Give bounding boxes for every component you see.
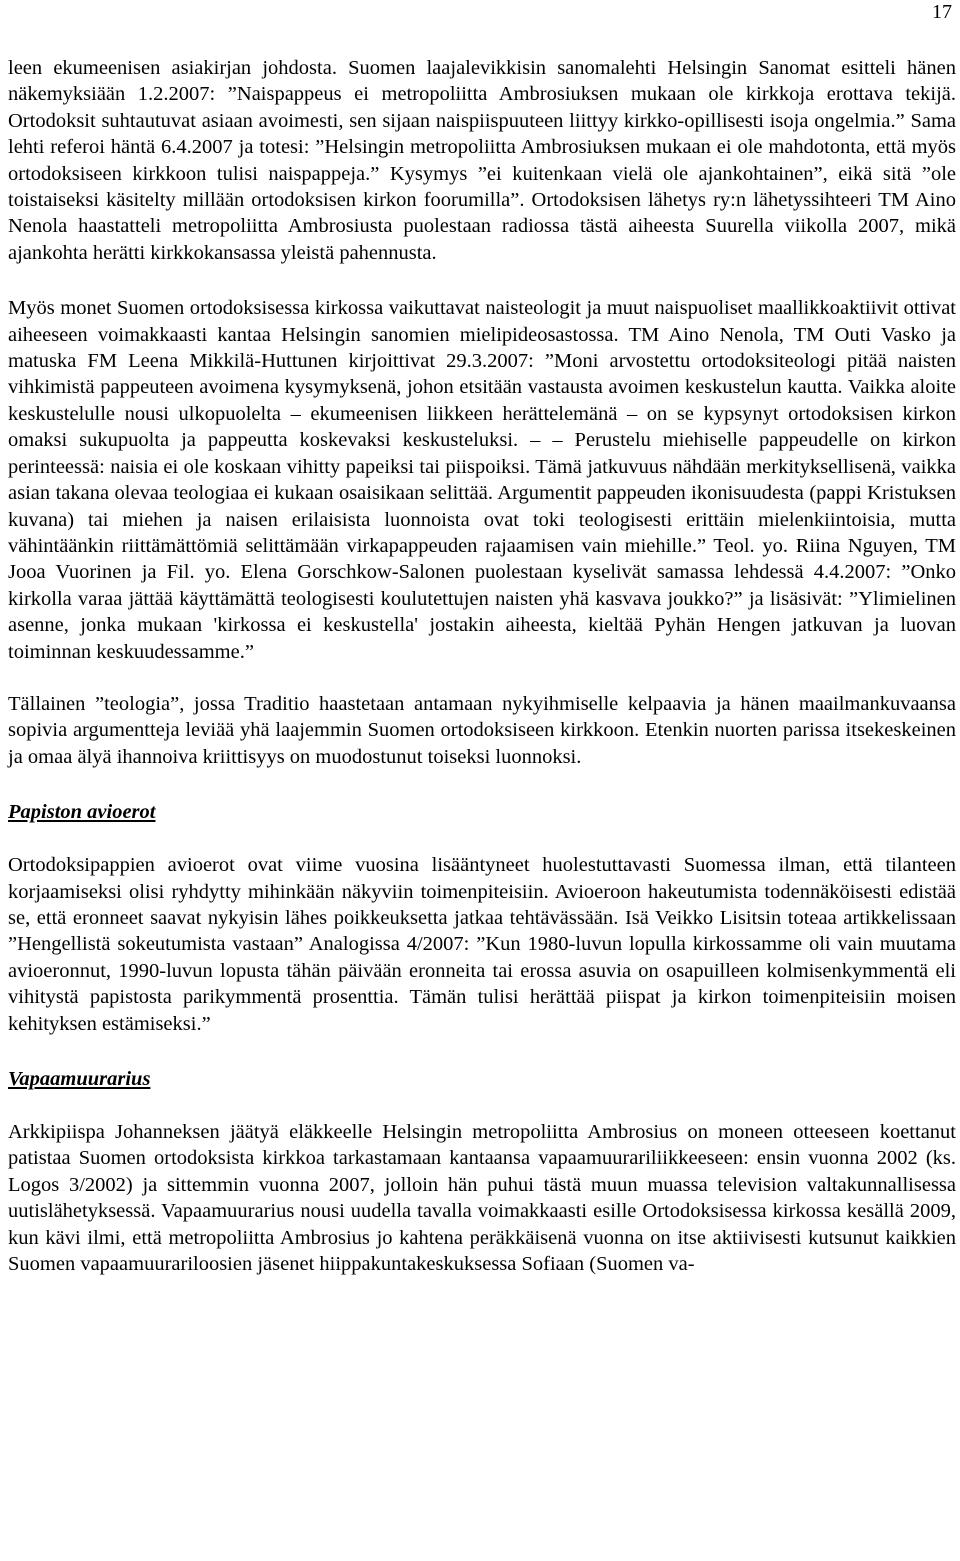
page-content (8, 55, 956, 1277)
section-heading-papiston-avioerot: Papiston avioerot (8, 801, 156, 824)
page-number: 17 (932, 1, 952, 23)
paragraph-3: Tällainen ”teologia”, jossa Traditio haastetaan antamaan nykyihmiselle kelpaavia ja hänen maailmankuvaansa sopivia argumentteja leviää yhä laajemmin Suomen ortodoksiseen kirkkoon. Etenkin nuorten parissa itsekeskeinen ja omaa älyä ihannoiva kriittisyys on muodostunut toiseksi luonnoksi. (8, 692, 956, 768)
paragraph-5: Arkkipiispa Johanneksen jäätyä eläkkeelle Helsingin metropoliitta Ambrosius on moneen otteeseen koettanut patistaa Suomen ortodoksista kirkkoa tarkastamaan kantaansa vapaamuurariliikkeeseen: ensin vuonna 2002 (ks. Logos 3/2002) ja sittemmin vuonna 2007, jolloin hän puhui tästä muun muassa television valtakunnallisessa uutislähetyksessä. Vapaamuurarius nousi uudella tavalla voimakkaasti esille Ortodoksisessa kirkossa kesällä 2009, kun kävi ilmi, että metropoliitta Ambrosius jo kahtena peräkkäisenä vuonna on itse aktiivisesti kutsunut kaikkien Suomen vapaamuurariloosien jäsenet hiippakuntakeskuksessa Sofiaan (Suomen va- (8, 1121, 956, 1276)
paragraph-1: leen ekumeenisen asiakirjan johdosta. Suomen laajalevikkisin sanomalehti Helsingin Sanomat esitteli hänen näkemyksiään 1.2.2007: ”Naispappeus ei metropoliitta Ambrosiuksen mukaan ole kirkkoja erottava tekijä. Ortodoksit suhtautuvat asiaan avoimesti, sen sijaan naispiispuuteen liittyy kirkko-opillisesti isoja ongelmia.” Sama lehti referoi häntä 6.4.2007 ja totesi: ”Helsingin metropoliitta Ambrosiuksen mukaan ei ole mahdotonta, että myös ortodoksiseen kirkkoon tulisi naispappeja.” Kysymys ”ei kuitenkaan vielä ole ajankohtainen”, eikä sitä ”ole toistaiseksi käsitelty millään ortodoksisen kirkon foorumilla”. Ortodoksisen lähetys ry:n lähetyssihteeri TM Aino Nenola haastatteli metropoliitta Ambrosiusta puolestaan radiossa tästä aiheesta Suurella viikolla 2007, mikä ajankohta herätti kirkkokansassa yleistä pahennusta. (8, 57, 956, 264)
section-heading-vapaamuurarius: Vapaamuurarius (8, 1068, 151, 1090)
paragraph-4: Ortodoksipappien avioerot ovat viime vuosina lisääntyneet huolestuttavasti Suomessa ilman, että tilanteen korjaamiseksi olisi ryhdytty mihinkään näkyviin toimenpiteisiin. Avioeroon hakeutumista todennäköisesti edistää se, että eronneet saavat nykyisin lähes poikkeuksetta jatkaa tehtävässään. Isä Veikko Lisitsin toteaa artikkelissaan ”Hengellistä sokeutumista vastaan” Analogissa 4/2007: ”Kun 1980-luvun lopulla kirkossamme oli vain muutama avioeronnut, 1990-luvun lopusta tähän päivään eronneita tai erossa asuvia on osapuilleen kolmisenkymmentä eli vihitystä papistosta parikymmentä prosenttia. Tämän tulisi herättää piispat ja kirkon toimenpiteisiin moisen kehityksen estämiseksi.” (8, 854, 956, 1035)
paragraph-2: Myös monet Suomen ortodoksisessa kirkossa vaikuttavat naisteologit ja muut naispuoliset maallikkoaktiivit ottivat aiheeseen voimakkaasti kantaa Helsingin sanomien mielipideosastossa. TM Aino Nenola, TM Outi Vasko ja matuska FM Leena Mikkilä-Huttunen kirjoittivat 29.3.2007: ”Moni arvostettu ortodoksiteologi pitää naisten vihkimistä pappeuteen avoimena kysymyksenä, johon etsitään vastausta avoimen keskustelun kautta. Vaikka aloite keskustelulle nousi ulkopuolelta – ekumeenisen liikkeen herättelemänä – on se kypsynyt ortodoksisen kirkon omaksi sukupuolta ja pappeutta koskevaksi keskusteluksi. – – Perustelu miehiselle pappeudelle on kirkon perinteessä: naisia ei ole koskaan vihitty papeiksi tai piispoiksi. Tämä jatkuvuus nähdään merkityksellisenä, vaikka asian takana olevaa teologiaa ei kukaan osaisikaan selittää. Argumentit pappeuden ikonisuudesta (pappi Kristuksen kuvana) tai miehen ja naisen erilaisista luonnoista ovat toki teologisesti erittäin mielenkiintoisia, mutta vähintäänkin riittämättömiä selittämään virkapappeuden rajaamisen vain miehille.” Teol. yo. Riina Nguyen, TM Jooa Vuorinen ja Fil. yo. Elena Gorschkow-Salonen puolestaan kyselivät samassa lehdessä 4.4.2007: ”Onko kirkolla varaa jättää käyttämättä teologisesti koulutettujen naisten yhä kasvava joukko?” ja lisäsivät: ”Ylimielinen asenne, jonka mukaan 'kirkossa ei keskustella' jostakin aiheesta, kieltää Pyhän Hengen jatkuvan ja luovan toiminnan keskuudessamme.” (8, 297, 956, 663)
